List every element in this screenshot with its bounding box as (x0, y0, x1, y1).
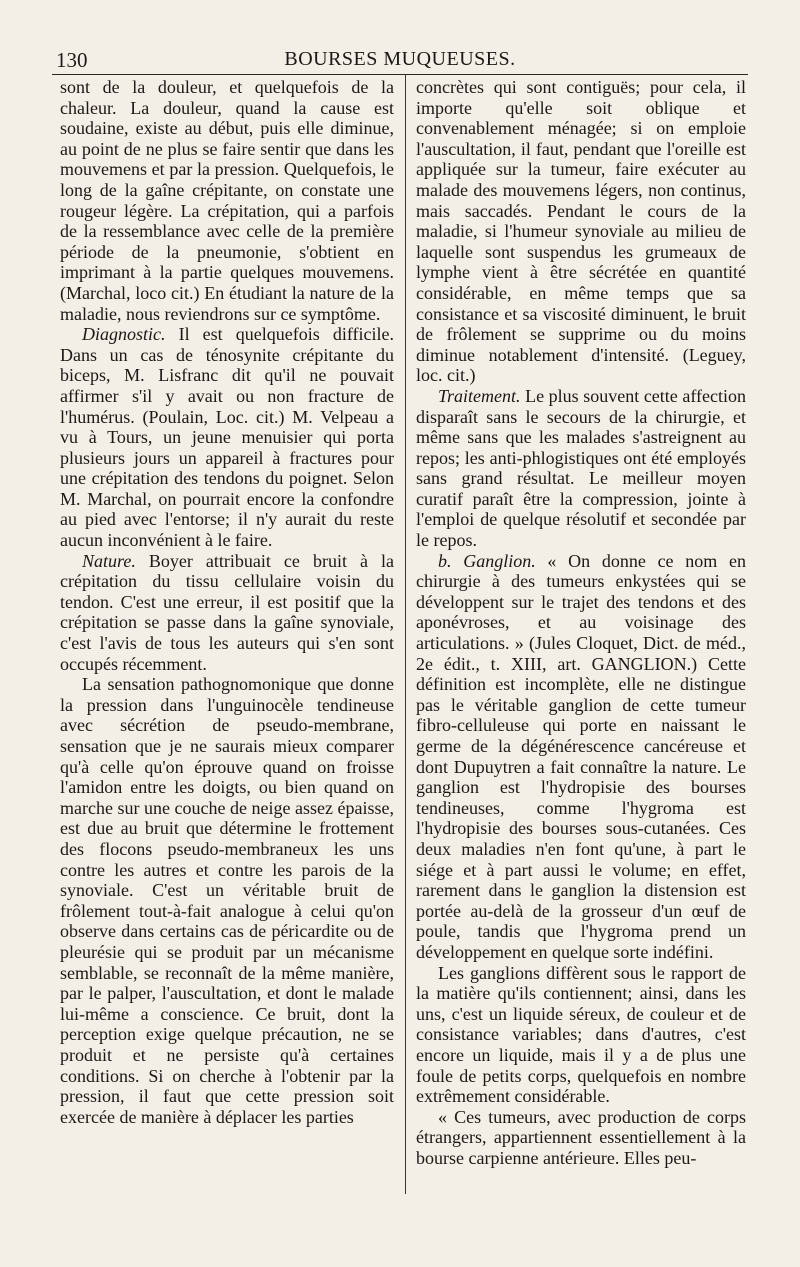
section-lead: Diagnostic. (82, 324, 166, 345)
paragraph-text: Il est quelquefois difficile. Dans un cas de ténosynite crépitante du biceps, M. Lisfranc dit qu'il ne pouvait affirmer s'il y avait ou non fracture de l'humérus. (Poulain, Loc. cit.) M. Velpeau a vu à Tours, un jeune menuisier qui porta plusieurs jours un appareil à fractures pour une crépitation des tendons du poignet. Selon M. Marchal, on pourrait encore la confondre au pied avec l'entorse; il n'y aurait du reste aucun inconvénient à le faire. (60, 324, 394, 551)
paragraph: concrètes qui sont contiguës; pour cela, il importe qu'elle soit oblique et convenablement ménagée; si on emploie l'auscultation, il faut, pendant que l'oreille est appliquée sur la tumeur, faire exécuter au malade des mouvemens légers, non continus, mais saccadés. Pendant le cours de la maladie, si l'humeur synoviale au milieu de laquelle sont suspendus les grumeaux de lymphe vient à être sécrétée en quantité considérable, en même temps que sa consistance et sa viscosité diminuent, le bruit de frôlement se supprime ou du moins diminue notablement d'intensité. (Leguey, loc. cit.) (416, 77, 746, 386)
paragraph: Les ganglions diffèrent sous le rapport de la matière qu'ils contiennent; ainsi, dans les uns, c'est un liquide séreux, de couleur et de consistance variables; dans d'autres, c'est encore un liquide, mais il y a de plus une foule de petits corps, quelquefois en nombre extrêmement considérable. (416, 962, 746, 1107)
paragraph: La sensation pathognomonique que donne la pression dans l'unguinocèle tendineuse avec sécrétion de pseudo-membrane, sensation que je ne saurais mieux comparer qu'à celle qu'on éprouve quand on froisse l'amidon entre les doigts, ou bien quand on marche sur une couche de neige assez épaisse, est due au bruit que détermine le frottement des flocons pseudo-membraneux les uns contre les autres et contre les parois de la synoviale. C'est un véritable bruit de frôlement tout-à-fait analogue à celui qu'on observe dans certains cas de péricardite ou de pleurésie qui se produit par un mécanisme semblable, se reconnaît de la même manière, par le palper, l'auscultation, et dont le malade lui-même a conscience. Ce bruit, dont la perception exige quelque précaution, ne se produit et ne persiste qu'à certaines conditions. Si on cherche à l'obtenir par la pression, il faut que cette pression soit exercée de manière à déplacer les parties (60, 674, 394, 1127)
paragraph (416, 551, 746, 963)
section-lead: b. Ganglion. (438, 550, 536, 571)
page-header (52, 46, 748, 75)
running-title: BOURSES MUQUEUSES. (284, 48, 516, 70)
paragraph-text: Boyer attribuait ce bruit à la crépitation du tissu cellulaire voisin du tendon. C'est une erreur, il est positif que la crépitation se passe dans la gaîne synoviale, c'est l'avis de tous les auteurs qui s'en sont occupés récemment. (60, 550, 394, 674)
left-column (60, 77, 394, 1193)
paragraph-text: « On donne ce nom en chirurgie à des tumeurs enkystées qui se développent sur le trajet des tendons et des aponévroses, et au voisinage des articulations. » (Jules Cloquet, Dict. de méd., 2e édit., t. XIII, art. GANGLION.) Cette définition est incomplète, elle ne distingue pas le véritable ganglion de cette tumeur fibro-celluleuse qui porte en naissant le germe de la dégénérescence cancéreuse et dont Dupuytren a fait connaître la nature. Le ganglion est l'hydropisie des bourses tendineuses, comme l'hygroma est l'hydropisie des bourses sous-cutanées. Ces deux maladies n'en font qu'une, à part le siége et à part aussi le volume; en effet, rarement dans le ganglion la distension est portée au-delà de la grosseur d'un œuf de poule, tandis que l'hygroma prend un développement en quelque sorte indéfini. (416, 550, 746, 962)
section-lead: Traitement. (438, 385, 521, 406)
paragraph: sont de la douleur, et quelquefois de la chaleur. La douleur, quand la cause est soudaine, existe au début, puis elle diminue, au point de ne plus se faire sentir que dans les mouvemens et par la pression. Quelquefois, le long de la gaîne crépitante, on constate une rougeur légère. La crépitation, qui a parfois de la ressemblance avec celle de la première période de la pneumonie, s'obtient en imprimant à la partie quelques mouvemens. (Marchal, loco cit.) En étudiant la nature de la maladie, nous reviendrons sur ce symptôme. (60, 77, 394, 324)
page-number: 130 (56, 48, 88, 72)
paragraph (416, 386, 746, 551)
section-lead: Nature. (82, 550, 136, 571)
paragraph (60, 324, 394, 551)
column-divider (405, 74, 406, 1194)
right-column (416, 77, 746, 1193)
paragraph (60, 551, 394, 675)
paragraph: « Ces tumeurs, avec production de corps étrangers, appartiennent essentiellement à la bourse carpienne antérieure. Elles peu- (416, 1106, 746, 1168)
paragraph-text: Le plus souvent cette affection disparaît sans le secours de la chirurgie, et même sans que les malades s'astreignent au repos; les anti-phlogistiques ont été employés sans grand résultat. Le meilleur moyen curatif paraît être la compression, jointe à l'emploi de quelque résolutif et secondée par le repos. (416, 385, 746, 551)
